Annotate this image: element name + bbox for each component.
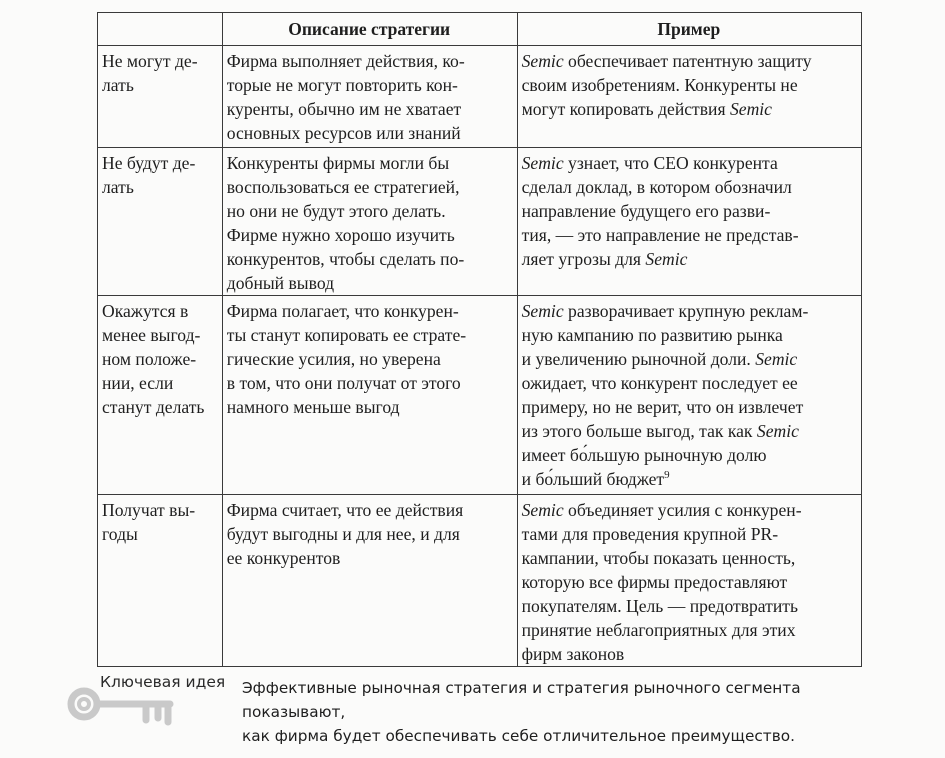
row-condition: Окажутся в менее выгод- ном положе- нии, если станут делать <box>98 296 223 495</box>
row-example <box>517 148 861 296</box>
example-text: обеспечивает патентную защиту своим изобретениям. Конкуренты не могут копировать действия <box>521 51 812 119</box>
header-description: Описание стратегии <box>222 13 517 46</box>
key-idea-label: Ключевая идея <box>100 673 226 691</box>
row-condition: Не могут де- лать <box>98 46 223 148</box>
example-text: имеет бо́льшую рыночную долю и бо́льший бюджет <box>521 445 767 489</box>
row-description: Фирма полагает, что конкурен- ты станут копировать ее страте- гические усилия, но уверена в том, что они получат от этого намного меньше выгод <box>222 296 517 495</box>
company-name: Semic <box>729 99 772 119</box>
key-idea-block <box>66 672 886 745</box>
row-description: Конкуренты фирмы могли бы воспользоваться ее стратегией, но они не будут этого делать. Фирме нужно хорошо изучить конкурентов, чтобы сделать по- добный вывод <box>222 148 517 296</box>
company-name: Semic <box>521 51 564 71</box>
company-name: Semic <box>645 249 688 269</box>
row-condition: Получат вы- годы <box>98 495 223 667</box>
company-name: Semic <box>756 421 799 441</box>
table-header-row <box>98 13 862 46</box>
example-text: узнает, что СЕО конкурента сделал доклад, в котором обозначил направление будущего его разви- тия, — это направление не представ- ляет угрозы для <box>521 153 799 269</box>
row-example <box>517 495 861 667</box>
header-condition <box>98 13 223 46</box>
table-row <box>98 46 862 148</box>
key-idea-text: Эффективные рыночная стратегия и стратегия рыночного сегмента показывают, как фирма будет обеспечивать себе отличительное преимущество. <box>242 679 801 745</box>
example-text: ожидает, что конкурент последует ее примеру, но не верит, что он извлечет из этого больше выгод, так как <box>521 373 804 441</box>
example-text: объединяет усилия с конкурен- тами для проведения крупной PR- кампании, чтобы показать ценность, которую все фирмы предоставляют покупателям. Цель — предотвратить принятие неблагоприятных для этих фирм законов <box>521 500 802 664</box>
company-name: Semic <box>521 153 564 173</box>
row-condition: Не будут де- лать <box>98 148 223 296</box>
row-example <box>517 296 861 495</box>
footnote-ref: 9 <box>664 469 670 482</box>
example-text: разворачивает крупную реклам- ную кампанию по развитию рынка и увеличению рыночной доли. <box>521 301 809 369</box>
company-name: Semic <box>521 500 564 520</box>
table-row <box>98 148 862 296</box>
company-name: Semic <box>755 349 798 369</box>
row-description: Фирма считает, что ее действия будут выгодны и для нее, и для ее конкурентов <box>222 495 517 667</box>
table-row <box>98 296 862 495</box>
header-example: Пример <box>517 13 861 46</box>
row-description: Фирма выполняет действия, ко- торые не могут повторить кон- куренты, обычно им не хватает основных ресурсов или знаний <box>222 46 517 148</box>
company-name: Semic <box>521 301 564 321</box>
row-example <box>517 46 861 148</box>
strategy-table <box>97 12 862 667</box>
table-row <box>98 495 862 667</box>
